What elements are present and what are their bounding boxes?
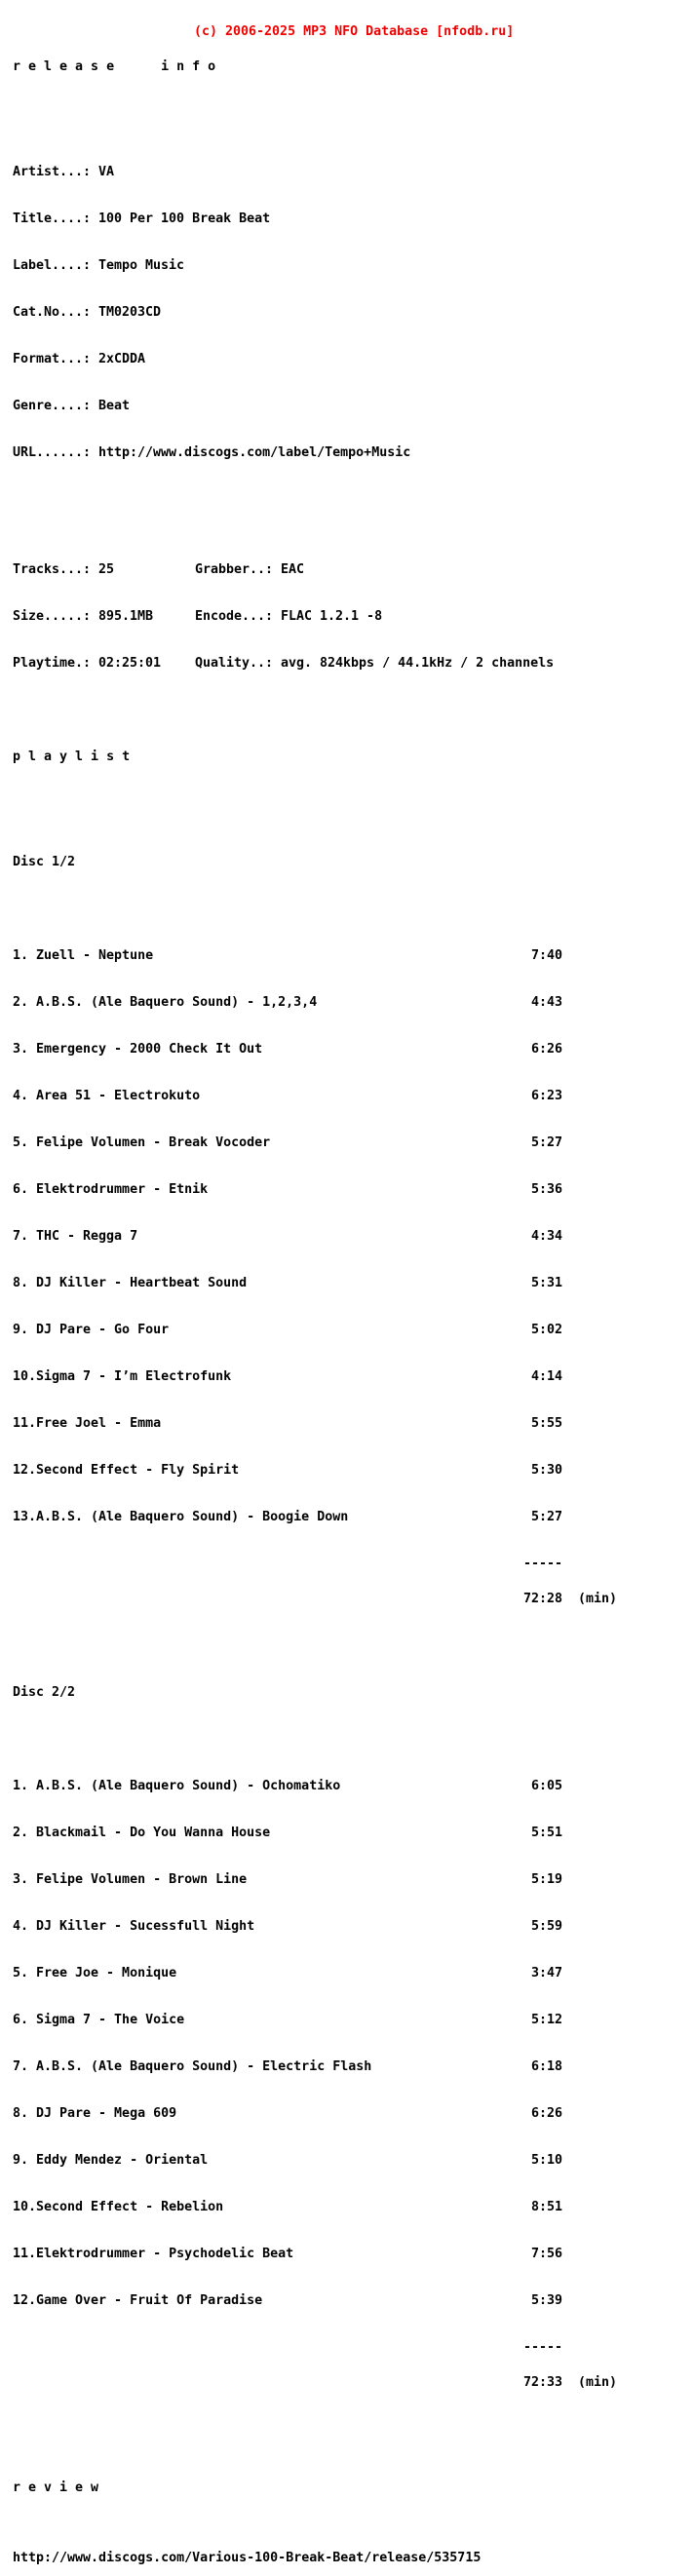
track-row — [13, 1137, 562, 1149]
track-duration: 6:05 — [530, 1779, 562, 1793]
disc-total-time: 72:33 — [522, 2375, 562, 2390]
stats-row — [13, 611, 694, 623]
track-number: 6. — [13, 1182, 29, 1197]
track-row — [13, 1231, 562, 1243]
track-duration: 5:30 — [530, 1463, 562, 1478]
track-row — [13, 1921, 562, 1933]
stat-label: Size.....: — [13, 609, 92, 624]
track-row — [13, 1968, 562, 1980]
track-duration: 5:12 — [530, 2013, 562, 2027]
track-number: 13. — [13, 1510, 37, 1524]
track-duration: 6:23 — [530, 1089, 562, 1103]
track-title: DJ Killer - Sucessfull Night — [36, 1919, 255, 1934]
field-label: Artist...: — [13, 165, 92, 179]
info-field-row — [13, 167, 694, 178]
track-number: 12. — [13, 2293, 37, 2308]
field-label: Genre....: — [13, 399, 92, 413]
track-duration: 6:26 — [530, 2106, 562, 2121]
disc-total-unit: (min) — [578, 2375, 618, 2390]
track-duration: 3:47 — [530, 1966, 562, 1980]
track-number: 10. — [13, 2200, 37, 2214]
stat-left-pair — [13, 564, 195, 576]
track-number: 1. — [13, 948, 29, 963]
disc-total-line — [13, 1594, 694, 1605]
track-duration: 5:36 — [530, 1182, 562, 1197]
track-title: A.B.S. (Ale Baquero Sound) - Ochomatiko — [36, 1779, 341, 1793]
field-label: Cat.No...: — [13, 305, 92, 320]
track-title: Second Effect - Fly Spirit — [36, 1463, 240, 1478]
track-number: 5. — [13, 1966, 29, 1980]
track-duration: 5:19 — [530, 1872, 562, 1887]
track-duration: 6:18 — [530, 2059, 562, 2074]
track-number: 9. — [13, 1323, 29, 1337]
stat-value: 02:25:01 — [98, 656, 162, 671]
info-field-row — [13, 447, 694, 459]
disc-title: Disc 1/2 — [13, 855, 76, 869]
copyright-banner: (c) 2006-2025 MP3 NFO Database [nfodb.ru] — [194, 24, 515, 39]
spacer — [13, 705, 694, 716]
track-row — [13, 1465, 562, 1477]
track-title: Felipe Volumen - Break Vocoder — [36, 1135, 271, 1150]
track-duration: 5:31 — [530, 1276, 562, 1290]
track-duration: 5:10 — [530, 2153, 562, 2168]
stat-value: FLAC 1.2.1 -8 — [281, 609, 383, 624]
track-title: Elektrodrummer - Etnik — [36, 1182, 209, 1197]
disc-total-unit: (min) — [578, 1592, 618, 1606]
stat-label: Playtime.: — [13, 656, 92, 671]
info-field-row — [13, 260, 694, 272]
disc-2-section — [13, 1664, 694, 2412]
track-title: Free Joel - Emma — [36, 1416, 162, 1431]
release-stats — [13, 541, 694, 681]
track-title: Sigma 7 - I’m Electrofunk — [36, 1369, 232, 1384]
track-duration: 6:26 — [530, 1042, 562, 1057]
track-number: 5. — [13, 1135, 29, 1150]
track-duration: 8:51 — [530, 2200, 562, 2214]
playlist-heading: p l a y l i s t — [13, 750, 131, 764]
stat-left-pair — [13, 611, 195, 623]
track-title: Blackmail - Do You Wanna House — [36, 1826, 271, 1840]
track-number: 4. — [13, 1089, 29, 1103]
field-value: Beat — [98, 399, 131, 413]
field-label: Title....: — [13, 211, 92, 226]
total-separator-line — [13, 1558, 694, 1570]
track-duration: 5:51 — [530, 1826, 562, 1840]
disc-total-line — [13, 2377, 694, 2389]
track-title: Free Joe - Monique — [36, 1966, 177, 1980]
info-field-row — [13, 354, 694, 365]
track-title: A.B.S. (Ale Baquero Sound) - 1,2,3,4 — [36, 995, 318, 1010]
stat-label: Quality..: — [195, 656, 274, 671]
stat-value: EAC — [281, 562, 305, 577]
info-field-row — [13, 401, 694, 412]
track-number: 3. — [13, 1042, 29, 1057]
track-row — [13, 1325, 562, 1336]
stat-right-pair — [195, 562, 304, 577]
track-title: DJ Pare - Mega 609 — [36, 2106, 177, 2121]
track-row — [13, 2155, 562, 2167]
track-number: 8. — [13, 1276, 29, 1290]
track-title: Emergency - 2000 Check It Out — [36, 1042, 263, 1057]
track-row — [13, 2249, 562, 2260]
disc-2-tracklist — [13, 1757, 694, 2319]
track-title: Zuell - Neptune — [36, 948, 154, 963]
header-line — [13, 26, 694, 38]
spacer — [13, 96, 694, 108]
track-duration: 4:14 — [530, 1369, 562, 1384]
release-info-heading: r e l e a s e i n f o — [13, 59, 216, 74]
stat-value: avg. 824kbps / 44.1kHz / 2 channels — [281, 656, 555, 671]
track-number: 2. — [13, 1826, 29, 1840]
track-number: 3. — [13, 1872, 29, 1887]
review-url: http://www.discogs.com/Various-100-Break-Beat/release/535715 — [13, 2551, 482, 2565]
track-row — [13, 1278, 562, 1289]
track-duration: 5:02 — [530, 1323, 562, 1337]
track-number: 8. — [13, 2106, 29, 2121]
stats-row — [13, 658, 694, 670]
spacer — [13, 2447, 694, 2459]
track-title: THC - Regga 7 — [36, 1229, 138, 1244]
total-separator: ----- — [522, 1557, 562, 1571]
track-row — [13, 1184, 562, 1196]
stats-row — [13, 564, 694, 576]
track-title: DJ Killer - Heartbeat Sound — [36, 1276, 248, 1290]
total-separator: ----- — [522, 2340, 562, 2355]
stat-label: Tracks...: — [13, 562, 92, 577]
track-number: 11. — [13, 1416, 37, 1431]
stat-value: 895.1MB — [98, 609, 154, 624]
track-duration: 4:43 — [530, 995, 562, 1010]
stat-left-pair — [13, 658, 195, 670]
track-number: 7. — [13, 1229, 29, 1244]
track-row — [13, 1371, 562, 1383]
track-title: Felipe Volumen - Brown Line — [36, 1872, 248, 1887]
field-label: URL......: — [13, 445, 92, 460]
disc-1-tracklist — [13, 927, 694, 1535]
track-row — [13, 2015, 562, 2026]
field-label: Format...: — [13, 352, 92, 366]
track-number: 4. — [13, 1919, 29, 1934]
track-row — [13, 1874, 562, 1886]
track-duration: 5:39 — [530, 2293, 562, 2308]
track-number: 1. — [13, 1779, 29, 1793]
spacer — [13, 892, 694, 904]
track-duration: 7:56 — [530, 2247, 562, 2261]
release-info-fields — [13, 143, 694, 471]
field-value: Tempo Music — [98, 258, 185, 273]
info-field-row — [13, 213, 694, 225]
disc-title: Disc 2/2 — [13, 1685, 76, 1700]
track-row — [13, 1418, 562, 1430]
track-title: Second Effect - Rebelion — [36, 2200, 224, 2214]
track-number: 11. — [13, 2247, 37, 2261]
field-value: TM0203CD — [98, 305, 162, 320]
spacer — [13, 2518, 694, 2529]
track-title: Elektrodrummer - Psychodelic Beat — [36, 2247, 294, 2261]
track-number: 6. — [13, 2013, 29, 2027]
track-row — [13, 1827, 562, 1839]
info-field-row — [13, 307, 694, 319]
track-number: 7. — [13, 2059, 29, 2074]
stat-label: Encode...: — [195, 609, 274, 624]
stat-right-pair — [195, 656, 554, 671]
review-heading: r e v i e w — [13, 2480, 99, 2495]
track-number: 2. — [13, 995, 29, 1010]
spacer — [13, 1722, 694, 1734]
track-duration: 5:27 — [530, 1135, 562, 1150]
stat-right-pair — [195, 609, 382, 624]
track-row — [13, 997, 562, 1009]
track-row — [13, 1512, 562, 1523]
track-row — [13, 1044, 562, 1056]
field-label: Label....: — [13, 258, 92, 273]
field-value: VA — [98, 165, 115, 179]
track-duration: 5:55 — [530, 1416, 562, 1431]
track-title: Eddy Mendez - Oriental — [36, 2153, 209, 2168]
field-value: http://www.discogs.com/label/Tempo+Music — [98, 445, 411, 460]
track-number: 9. — [13, 2153, 29, 2168]
track-row — [13, 2202, 562, 2213]
track-row — [13, 2108, 562, 2120]
track-duration: 5:27 — [530, 1510, 562, 1524]
track-title: Area 51 - Electrokuto — [36, 1089, 201, 1103]
disc-1-section — [13, 833, 694, 1629]
spacer — [13, 787, 694, 798]
track-number: 12. — [13, 1463, 37, 1478]
track-title: Game Over - Fruit Of Paradise — [36, 2293, 263, 2308]
total-separator-line — [13, 2342, 694, 2354]
track-title: Sigma 7 - The Voice — [36, 2013, 185, 2027]
track-duration: 7:40 — [530, 948, 562, 963]
field-value: 2xCDDA — [98, 352, 146, 366]
spacer — [13, 494, 694, 506]
track-title: A.B.S. (Ale Baquero Sound) - Electric Flash — [36, 2059, 372, 2074]
track-row — [13, 2295, 562, 2307]
track-row — [13, 1091, 562, 1102]
track-title: A.B.S. (Ale Baquero Sound) - Boogie Down — [36, 1510, 349, 1524]
track-row — [13, 2061, 562, 2073]
track-row — [13, 950, 562, 962]
field-value: 100 Per 100 Break Beat — [98, 211, 271, 226]
track-duration: 5:59 — [530, 1919, 562, 1934]
stat-value: 25 — [98, 562, 115, 577]
disc-total-time: 72:28 — [522, 1592, 562, 1606]
track-number: 10. — [13, 1369, 37, 1384]
track-title: DJ Pare - Go Four — [36, 1323, 170, 1337]
stat-label: Grabber..: — [195, 562, 274, 577]
track-duration: 4:34 — [530, 1229, 562, 1244]
track-row — [13, 1781, 562, 1792]
